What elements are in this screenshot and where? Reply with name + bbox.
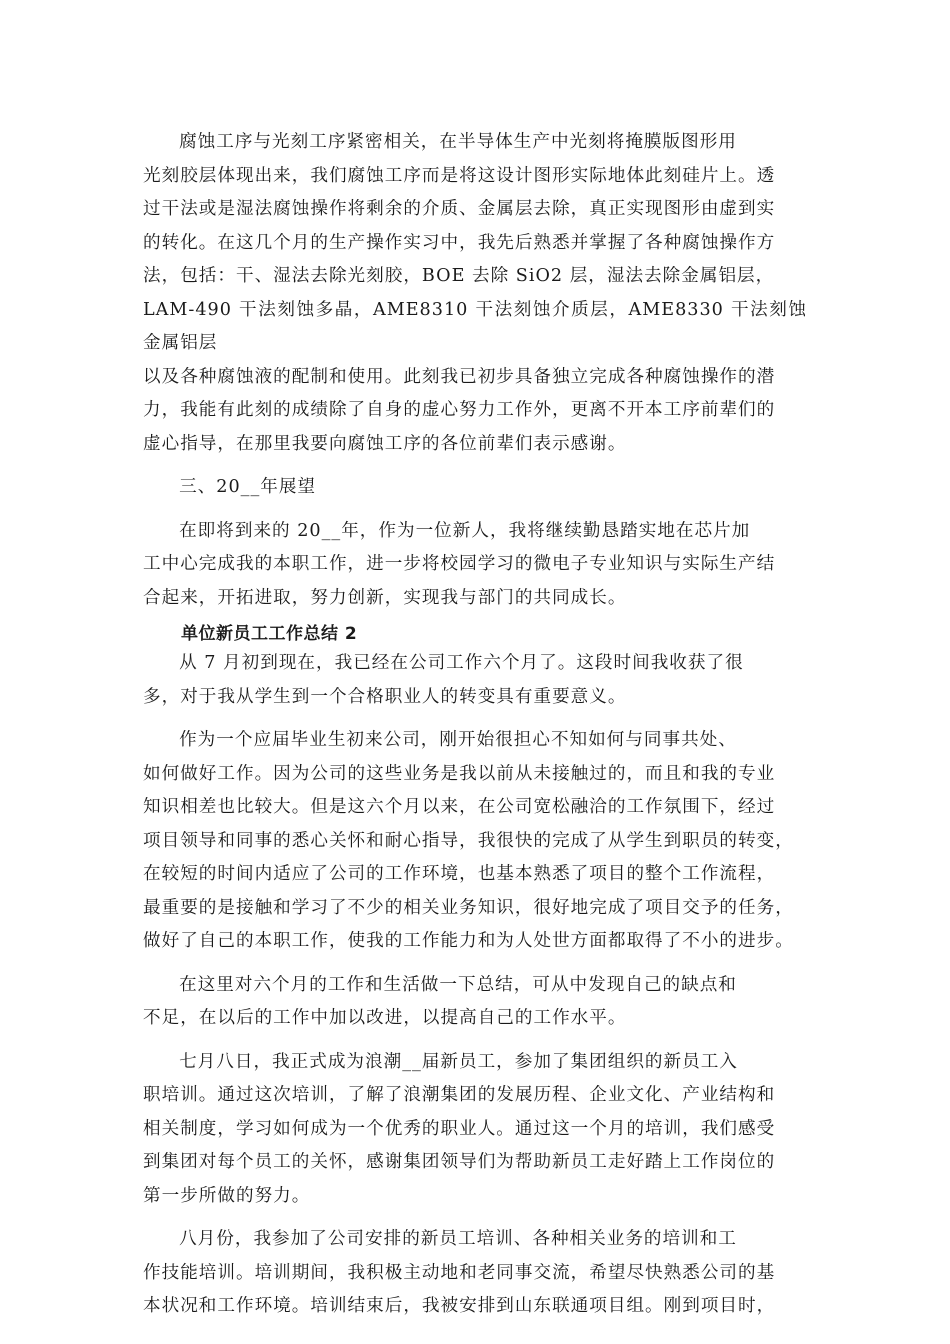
paragraph-etching-process: 腐蚀工序与光刻工序紧密相关，在半导体生产中光刻将掩膜版图形用 光刻胶层体现出来，我们腐蚀工序而是将这设计图形实际地体此刻硅片上。透 过干法或是湿法腐蚀操作将剩余的介质、金属层去除，真正实现图形由虚到实 的转化。在这几个月的生产操作实习中，我先后熟悉并掌握了各种腐蚀操作方 法，包括：干、湿法去除光刻胶，BOE 去除 SiO2 层，湿法去除金属铝层， LAM-490 干法刻蚀多晶，AME8310 干法刻蚀介质层，AME8330 干法刻蚀金属铝层 以及各种腐蚀液的配制和使用。此刻我已初步具备独立完成各种腐蚀操作的潜 力，我能有此刻的成绩除了自身的虚心努力工作外，更离不开本工序前辈们的 虚心指导，在那里我要向腐蚀工序的各位前辈们表示感谢。	[143, 132, 807, 454]
paragraph-summary-intent: 在这里对六个月的工作和生活做一下总结，可从中发现自己的缺点和 不足，在以后的工作中加以改进，以提高自己的工作水平。	[143, 974, 737, 1028]
paragraph-gap	[143, 505, 807, 515]
section-heading-summary-2: 单位新员工工作总结 2	[181, 624, 358, 644]
paragraph-july-training: 七月八日，我正式成为浪潮__届新员工，参加了集团组织的新员工入 职培训。通过这次培训，了解了浪潮集团的发展历程、企业文化、产业结构和 相关制度，学习如何成为一个优秀的职业人。通过这一个月的培训，我们感受 到集团对每个员工的关怀，感谢集团领导们为帮助新员工走好踏上工作岗位的 第一步所做的努力。	[143, 1051, 776, 1206]
paragraph-six-months: 从 7 月初到现在，我已经在公司工作六个月了。这段时间我收获了很 多，对于我从学生到一个合格职业人的转变具有重要意义。	[143, 653, 744, 707]
paragraph-gap	[143, 1213, 807, 1223]
paragraph-gap	[143, 461, 807, 471]
paragraph-gap	[143, 1036, 807, 1046]
paragraph-gap	[143, 959, 807, 969]
section-title-outlook: 三、20__年展望	[179, 477, 317, 497]
paragraph-new-graduate: 作为一个应届毕业生初来公司，刚开始很担心不知如何与同事共处、 如何做好工作。因为公司的这些业务是我以前从未接触过的，而且和我的专业 知识相差也比较大。但是这六个月以来，在公司宽松融洽的工作氛围下，经过 项目领导和同事的悉心关怀和耐心指导，我很快的完成了从学生到职员的转变， 在较短的时间内适应了公司的工作环境，也基本熟悉了项目的整个工作流程， 最重要的是接触和学习了不少的相关业务知识，很好地完成了项目交予的任务， 做好了自己的本职工作，使我的工作能力和为人处世方面都取得了不小的进步。	[143, 730, 794, 951]
paragraph-outlook: 在即将到来的 20__年，作为一位新人，我将继续勤恳踏实地在芯片加 工中心完成我的本职工作，进一步将校园学习的微电子专业知识与实际生产结 合起来，开拓进取，努力创新，实现我与部门的共同成长。	[143, 520, 776, 608]
document-body	[143, 126, 807, 1324]
paragraph-gap	[143, 714, 807, 724]
paragraph-august-training: 八月份，我参加了公司安排的新员工培训、各种相关业务的培训和工 作技能培训。培训期间，我积极主动地和老同事交流，希望尽快熟悉公司的基 本状况和工作环境。培训结束后，我被安排到山东联通项目组。刚到项目时，	[143, 1229, 776, 1316]
